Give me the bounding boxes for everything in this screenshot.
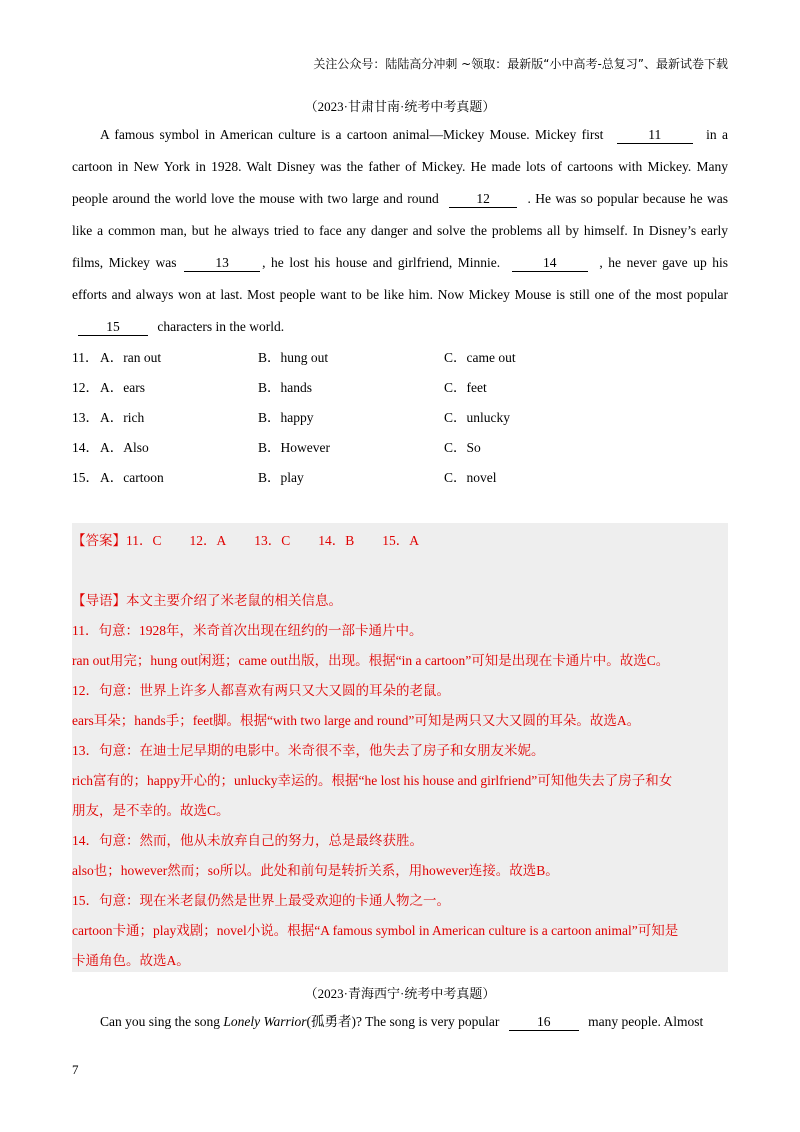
answer-label: 【答案】 — [72, 533, 126, 548]
option-a: A．rich — [100, 410, 145, 425]
explanation-line: 15．句意：现在米老鼠仍然是世界上最受欢迎的卡通人物之一。 — [72, 893, 450, 908]
blank-13: 13 — [184, 254, 260, 272]
answer-item: 13．C — [254, 533, 291, 548]
page-header: 关注公众号：陆陆高分冲刺 ~领取：最新版“小中高考-总复习”、最新试卷下载 — [313, 57, 728, 71]
passage-text: , he lost his house and girlfriend, Minnie. — [262, 255, 501, 270]
option-row-12 — [72, 373, 728, 403]
question-number: 11． — [72, 350, 99, 365]
option-c: C．came out — [444, 350, 516, 365]
song-title: Lonely Warrior — [223, 1014, 307, 1029]
question-number: 12． — [72, 380, 99, 395]
option-c: C．unlucky — [444, 410, 510, 425]
explanation-line: ears耳朵；hands手；feet脚。根据“with two large and round”可知是两只又大又圆的耳朵。故选A。 — [72, 713, 641, 728]
blank-15: 15 — [78, 318, 148, 336]
guide-line: 【导语】本文主要介绍了米老鼠的相关信息。 — [72, 593, 342, 608]
option-row-14 — [72, 433, 728, 463]
passage-text: A famous symbol in American culture is a cartoon animal—Mickey Mouse. Mickey first — [100, 127, 604, 142]
explanation-line: 14．句意：然而，他从未放弃自己的努力，总是最终获胜。 — [72, 833, 423, 848]
explanation-line: 朋友，是不幸的。故选C。 — [72, 803, 230, 818]
passage-text: (孤勇者)? The song is very popular — [306, 1014, 500, 1029]
option-b: B．However — [258, 440, 330, 455]
blank-11: 11 — [617, 126, 693, 144]
source-line-2: （2023·青海西宁·统考中考真题） — [304, 986, 496, 1001]
option-a: A．Also — [100, 440, 149, 455]
question-number: 14． — [72, 440, 99, 455]
explanation-line: also也；however然而；so所以。此处和前句是转折关系，用however连接。故选B。 — [72, 863, 559, 878]
option-b: B．happy — [258, 410, 314, 425]
explanation-line: ran out用完；hung out闲逛；came out出版，出现。根据“in a cartoon”可知是出现在卡通片中。故选C。 — [72, 653, 670, 668]
passage-text: Can you sing the song — [100, 1014, 220, 1029]
options-list — [72, 343, 728, 493]
answer-item: 11．C — [126, 533, 162, 548]
passage-text: . He was so popular because he was like a common man, but he always tried to face any danger and solve the problems all by himself. In Disney’s early films, Mickey was — [72, 191, 729, 270]
explanation-line: 卡通角色。故选A。 — [72, 953, 190, 968]
answer-item: 12．A — [189, 533, 227, 548]
blank-14: 14 — [512, 254, 588, 272]
option-b: B．hung out — [258, 350, 329, 365]
option-b: B．play — [258, 470, 304, 485]
option-a: A．ran out — [100, 350, 162, 365]
blank-16: 16 — [509, 1013, 579, 1031]
option-b: B．hands — [258, 380, 312, 395]
option-c: C．novel — [444, 470, 497, 485]
option-a: A．cartoon — [100, 470, 164, 485]
question-number: 15． — [72, 470, 99, 485]
answer-line — [72, 529, 447, 549]
passage-text: characters in the world. — [157, 319, 285, 334]
answer-item: 14．B — [318, 533, 355, 548]
source-line-1: （2023·甘肃甘南·统考中考真题） — [304, 99, 496, 114]
explanation-line: rich富有的；happy开心的；unlucky幸运的。根据“he lost his house and girlfriend”可知他失去了房子和女 — [72, 773, 673, 788]
option-c: C．feet — [444, 380, 487, 395]
answer-item: 15．A — [382, 533, 420, 548]
question-number: 13． — [72, 410, 99, 425]
option-row-15 — [72, 463, 728, 493]
explanation-line: 11．句意：1928年，米奇首次出现在纽约的一部卡通片中。 — [72, 623, 423, 638]
passage-1 — [72, 119, 728, 343]
option-c: C．So — [444, 440, 481, 455]
explanation-line: 12．句意：世界上许多人都喜欢有两只又大又圆的耳朵的老鼠。 — [72, 683, 450, 698]
passage-text: in a cartoon in New York in 1928. Walt Disney was the father of Mickey. He made lots of cartoons with Mickey. Many people around the world love the mouse with two large and round — [72, 127, 729, 206]
option-row-13 — [72, 403, 728, 433]
explanation-line: cartoon卡通；play戏剧；novel小说。根据“A famous symbol in American culture is a cartoon animal”可知是 — [72, 923, 679, 938]
passage-text: many people. Almost — [588, 1014, 704, 1029]
blank-12: 12 — [449, 190, 517, 208]
option-a: A．ears — [100, 380, 145, 395]
passage-text: , he never gave up his efforts and always won at last. Most people want to be like him. Now Mickey Mouse is still one of the most popular — [72, 255, 729, 302]
passage-2 — [72, 1006, 728, 1038]
page-number: 7 — [72, 1062, 79, 1077]
option-row-11 — [72, 343, 728, 373]
answer-explanation-box — [72, 523, 728, 972]
explanation-line: 13．句意：在迪士尼早期的电影中。米奇很不幸，他失去了房子和女朋友米妮。 — [72, 743, 545, 758]
